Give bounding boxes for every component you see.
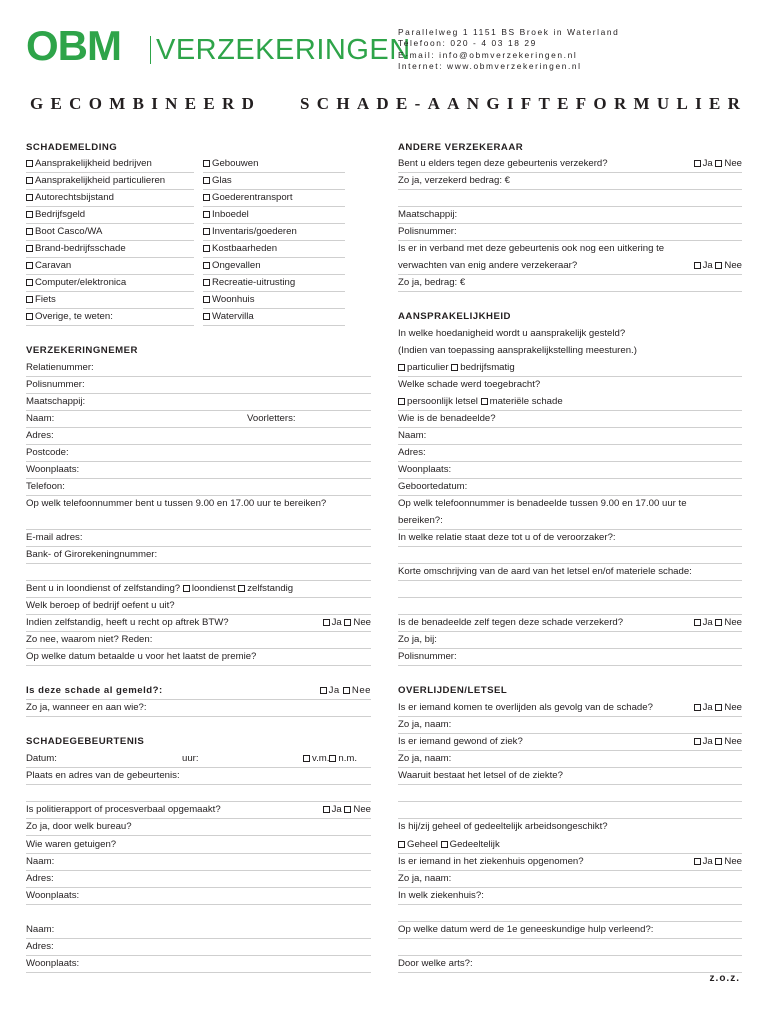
- schademelding-checkbox[interactable]: [26, 160, 33, 167]
- company-address: [398, 27, 619, 72]
- geheel-checkbox[interactable]: [398, 841, 405, 848]
- bureau-label: Zo ja, door welk bureau?: [26, 821, 132, 832]
- bereik-question: Op welk telefoonnummer bent u tussen 9.00 en 17.00 uur te bereiken?: [26, 498, 327, 509]
- loondienst-label: loondienst: [191, 583, 236, 594]
- schademelding-option-label: Autorechtsbijstand: [35, 192, 114, 203]
- andere-heading: ANDERE VERZEKERAAR: [398, 142, 524, 153]
- materiele-label: materiële schade: [489, 396, 563, 407]
- nee-label: Nee: [724, 736, 742, 747]
- postcode-label: Postcode:: [26, 447, 69, 458]
- schademelding-checkbox[interactable]: [203, 160, 210, 167]
- voorletters-label: Voorletters:: [247, 413, 296, 424]
- geboortedatum-label: Geboortedatum:: [398, 481, 468, 492]
- schademelding-option: [26, 189, 194, 207]
- obm-logo: [26, 22, 411, 70]
- schademelding-option-label: Aansprakelijkheid particulieren: [35, 175, 166, 186]
- title-part-2: SCHADE-AANGIFTEFORMULIER: [300, 94, 748, 113]
- polisnummer-field[interactable]: [398, 223, 742, 241]
- tel-question-2: bereiken?:: [398, 515, 443, 526]
- datum-label: Datum:: [26, 753, 57, 764]
- datum-field: [26, 750, 371, 768]
- hoedanigheid-label: In welke hoedanigheid wordt u aansprakelijk gesteld?: [398, 328, 626, 339]
- schademelding-checkbox[interactable]: [203, 211, 210, 218]
- schademelding-option-label: Brand-bedrijfsschade: [35, 243, 126, 254]
- elders-ja-checkbox[interactable]: [694, 160, 701, 167]
- schademelding-checkbox[interactable]: [26, 177, 33, 184]
- schademelding-option-label: Goederentransport: [212, 192, 293, 203]
- zelfstandig-label: zelfstandig: [247, 583, 294, 594]
- schademelding-option: [203, 291, 345, 309]
- bureau-field[interactable]: [26, 818, 371, 836]
- gedeeltelijk-label: Gedeeltelijk: [449, 839, 500, 850]
- benadeelde-polisnummer-field[interactable]: [398, 648, 742, 666]
- polisnummer-label: Polisnummer:: [398, 651, 457, 662]
- maatschappij-label: Maatschappij:: [26, 396, 86, 407]
- verband-question-2: verwachten van enig andere verzekeraar?: [398, 260, 578, 271]
- blank-line[interactable]: [398, 801, 742, 819]
- bedrag-label: Zo ja, verzekerd bedrag: €: [398, 175, 510, 186]
- schademelding-option: [26, 274, 194, 292]
- wanneer-field[interactable]: [26, 699, 371, 717]
- schademelding-option: [203, 155, 345, 173]
- naam-label: Naam:: [26, 413, 55, 424]
- schademelding-option: [26, 291, 194, 309]
- premie-field[interactable]: [26, 648, 371, 666]
- blank-line[interactable]: [398, 597, 742, 615]
- uur-label: uur:: [182, 753, 199, 764]
- schademelding-option: [203, 308, 345, 326]
- benadeelde-field[interactable]: [398, 410, 742, 428]
- schademelding-checkbox[interactable]: [26, 296, 33, 303]
- persoonlijk-label: persoonlijk letsel: [407, 396, 478, 407]
- schademelding-option: [26, 223, 194, 241]
- schademelding-option: [26, 257, 194, 275]
- naam-field[interactable]: [26, 410, 371, 428]
- naam-label: Naam:: [26, 924, 55, 935]
- relatienummer-field[interactable]: [26, 359, 371, 377]
- naam-label: Naam:: [398, 430, 427, 441]
- arts-field[interactable]: [398, 955, 742, 973]
- verzekeringnemer-heading: VERZEKERINGNEMER: [26, 345, 138, 356]
- loondienst-question: Bent u in loondienst of zelfstanding?: [26, 583, 181, 594]
- btw-nee-checkbox[interactable]: [344, 619, 351, 626]
- schademelding-checkbox[interactable]: [203, 228, 210, 235]
- arbeid-options: [398, 836, 742, 854]
- zelf-verzekerd-field: [398, 614, 742, 632]
- phone-line: Telefoon: 020 - 4 03 18 29: [398, 38, 537, 49]
- relatie-field[interactable]: [398, 529, 742, 547]
- overleden-nee-checkbox[interactable]: [715, 704, 722, 711]
- blank-line[interactable]: [26, 784, 371, 802]
- bereik-field[interactable]: [26, 512, 371, 530]
- nm-label: n.m.: [338, 753, 358, 764]
- elders-nee-checkbox[interactable]: [715, 160, 722, 167]
- overlijden-heading: OVERLIJDEN/LETSEL: [398, 685, 508, 696]
- zojanaam-label: Zo ja, naam:: [398, 873, 452, 884]
- welk-ziekenhuis-field[interactable]: [398, 887, 742, 905]
- schademelding-option: [203, 206, 345, 224]
- schademelding-option: [26, 206, 194, 224]
- zojanaam-label: Zo ja, naam:: [398, 753, 452, 764]
- zojanaam3-field[interactable]: [398, 870, 742, 888]
- particulier-label: particulier: [407, 362, 449, 373]
- welke-schade-label: Welke schade werd toegebracht?: [398, 379, 541, 390]
- email-field[interactable]: [26, 529, 371, 547]
- geboortedatum-field[interactable]: [398, 478, 742, 496]
- zoz-note: z.o.z.: [709, 973, 740, 984]
- waaruit-label: Waaruit bestaat het letsel of de ziekte?: [398, 770, 563, 781]
- nee-label: Nee: [724, 856, 742, 867]
- elders-label: Bent u elders tegen deze gebeurtenis verzekerd?: [398, 158, 608, 169]
- schademelding-option: [203, 223, 345, 241]
- getuige-woonplaats-field[interactable]: [26, 887, 371, 905]
- schademelding-option-label: Ongevallen: [212, 260, 261, 271]
- schademelding-option: [203, 240, 345, 258]
- benadeelde-woonplaats-field[interactable]: [398, 461, 742, 479]
- gewond-ja-checkbox[interactable]: [694, 738, 701, 745]
- waaruit-field[interactable]: [398, 767, 742, 785]
- verband-question-1: Is er in verband met deze gebeurtenis ook nog een uitkering te: [398, 243, 665, 254]
- wanneer-label: Zo ja, wanneer en aan wie?:: [26, 702, 147, 713]
- ja-label: Ja: [702, 158, 713, 169]
- schademelding-option-label: Computer/elektronica: [35, 277, 127, 288]
- ja-label: Ja: [702, 736, 713, 747]
- schademelding-option: [26, 172, 194, 190]
- schademelding-option: [203, 274, 345, 292]
- blank-line[interactable]: [398, 938, 742, 956]
- zonee-field[interactable]: [26, 631, 371, 649]
- relatienummer-label: Relatienummer:: [26, 362, 94, 373]
- ja-label: Ja: [331, 804, 342, 815]
- overleden-ja-checkbox[interactable]: [694, 704, 701, 711]
- schademelding-checkbox[interactable]: [26, 194, 33, 201]
- plaats-label: Plaats en adres van de gebeurtenis:: [26, 770, 180, 781]
- adres-label: Adres:: [398, 447, 426, 458]
- woonplaats-field[interactable]: [26, 461, 371, 479]
- schadegebeurtenis-heading: SCHADEGEBEURTENIS: [26, 736, 145, 747]
- bank-field[interactable]: [26, 546, 371, 564]
- blank-line[interactable]: [398, 189, 742, 207]
- form-title: [30, 94, 748, 114]
- beroep-field[interactable]: [26, 597, 371, 615]
- schademelding-option-label: Glas: [212, 175, 232, 186]
- datum-hulp-field[interactable]: [398, 921, 742, 939]
- schademelding-checkbox[interactable]: [203, 279, 210, 286]
- schademelding-option-label: Inboedel: [212, 209, 249, 220]
- welk-ziekenhuis-label: In welk ziekenhuis?:: [398, 890, 484, 901]
- ziekenhuis-field: [398, 853, 742, 871]
- hoedanigheid-options: [398, 359, 742, 377]
- maatschappij-field[interactable]: [26, 393, 371, 411]
- adres-label: Adres:: [26, 873, 54, 884]
- nee-label: Nee: [724, 260, 742, 271]
- logo-verzekeringen-text: VERZEKERINGEN: [156, 34, 411, 66]
- schademelding-option-label: Woonhuis: [212, 294, 255, 305]
- verband-ja-checkbox[interactable]: [694, 262, 701, 269]
- schademelding-checkbox[interactable]: [203, 262, 210, 269]
- schademelding-checkbox[interactable]: [203, 177, 210, 184]
- gewond-label: Is er iemand gewond of ziek?: [398, 736, 523, 747]
- toepassing-label: (Indien van toepassing aansprakelijkstelling meesturen.): [398, 345, 637, 356]
- gemeld-label: Is deze schade al gemeld?:: [26, 685, 163, 696]
- zelfstandig-checkbox[interactable]: [238, 585, 245, 592]
- getuigen-field[interactable]: [26, 836, 371, 854]
- adres-field[interactable]: [26, 427, 371, 445]
- schademelding-checkbox[interactable]: [203, 313, 210, 320]
- bedrag2-label: Zo ja, bedrag: €: [398, 277, 466, 288]
- getuige-naam-field[interactable]: [26, 853, 371, 871]
- schademelding-option: [26, 308, 194, 326]
- arts-label: Door welke arts?:: [398, 958, 473, 969]
- woonplaats-label: Woonplaats:: [26, 958, 80, 969]
- getuige2-naam-field[interactable]: [26, 921, 371, 939]
- schademelding-option: [203, 189, 345, 207]
- gemeld-field: [26, 682, 371, 700]
- bedrijfsmatig-label: bedrijfsmatig: [460, 362, 515, 373]
- woonplaats-label: Woonplaats:: [398, 464, 452, 475]
- overleden-label: Is er iemand komen te overlijden als gevolg van de schade?: [398, 702, 653, 713]
- schademelding-checkbox[interactable]: [203, 296, 210, 303]
- materiele-checkbox[interactable]: [481, 398, 488, 405]
- bij-label: Zo ja, bij:: [398, 634, 437, 645]
- geheel-label: Geheel: [407, 839, 438, 850]
- ziekenhuis-nee-checkbox[interactable]: [715, 858, 722, 865]
- naam-label: Naam:: [26, 856, 55, 867]
- zelf-ja-checkbox[interactable]: [694, 619, 701, 626]
- blank-line[interactable]: [398, 904, 742, 922]
- politie-ja-checkbox[interactable]: [323, 806, 330, 813]
- elders-field: [398, 155, 742, 173]
- korte-label: Korte omschrijving van de aard van het letsel en/of materiele schade:: [398, 566, 692, 577]
- politie-label: Is politierapport of procesverbaal opgemaakt?: [26, 804, 221, 815]
- particulier-checkbox[interactable]: [398, 364, 405, 371]
- loondienst-checkbox[interactable]: [183, 585, 190, 592]
- schademelding-checkbox[interactable]: [26, 211, 33, 218]
- beroep-label: Welk beroep of bedrijf oefent u uit?: [26, 600, 175, 611]
- zelf-verzekerd-label: Is de benadeelde zelf tegen deze schade verzekerd?: [398, 617, 624, 628]
- bank-label: Bank- of Girorekeningnummer:: [26, 549, 158, 560]
- blank-line[interactable]: [398, 580, 742, 598]
- nee-label: Nee: [724, 158, 742, 169]
- premie-label: Op welke datum betaalde u voor het laatst de premie?: [26, 651, 257, 662]
- woonplaats-label: Woonplaats:: [26, 464, 80, 475]
- woonplaats-label: Woonplaats:: [26, 890, 80, 901]
- postcode-field[interactable]: [26, 444, 371, 462]
- ja-label: Ja: [702, 856, 713, 867]
- schademelding-heading: SCHADEMELDING: [26, 142, 118, 153]
- ziekenhuis-label: Is er iemand in het ziekenhuis opgenomen?: [398, 856, 584, 867]
- ja-label: Ja: [702, 702, 713, 713]
- schademelding-checkbox[interactable]: [26, 228, 33, 235]
- bedrag2-field[interactable]: [398, 274, 742, 292]
- aansprakelijkheid-heading: AANSPRAKELIJKHEID: [398, 311, 511, 322]
- maatschappij-field[interactable]: [398, 206, 742, 224]
- overleden-field: [398, 699, 742, 717]
- maatschappij-label: Maatschappij:: [398, 209, 458, 220]
- benadeelde-label: Wie is de benadeelde?: [398, 413, 496, 424]
- verband-nee-checkbox[interactable]: [715, 262, 722, 269]
- plaats-field[interactable]: [26, 767, 371, 785]
- schademelding-option-label: Caravan: [35, 260, 72, 271]
- schademelding-checkbox[interactable]: [26, 279, 33, 286]
- email-label: E-mail adres:: [26, 532, 83, 543]
- korte-field[interactable]: [398, 563, 742, 581]
- telefoon-label: Telefoon:: [26, 481, 65, 492]
- schademelding-option: [203, 257, 345, 275]
- nee-label: Nee: [724, 617, 742, 628]
- schademelding-option-label: Overige, te weten:: [35, 311, 113, 322]
- persoonlijk-checkbox[interactable]: [398, 398, 405, 405]
- schademelding-option: [203, 172, 345, 190]
- schademelding-checkbox[interactable]: [203, 194, 210, 201]
- verband-field: [398, 257, 742, 275]
- address-line: Parallelweg 1 1151 BS Broek in Waterland: [398, 27, 620, 37]
- vm-checkbox[interactable]: [303, 755, 310, 762]
- vm-label: v.m.: [312, 753, 330, 764]
- blank-line[interactable]: [398, 546, 742, 564]
- logo-obm-text: OBM: [26, 22, 121, 69]
- adres-label: Adres:: [26, 430, 54, 441]
- gewond-field: [398, 733, 742, 751]
- btw-field: [26, 614, 371, 632]
- gedeeltelijk-checkbox[interactable]: [441, 841, 448, 848]
- nee-label: Nee: [353, 804, 371, 815]
- blank-line[interactable]: [398, 784, 742, 802]
- polisnummer-label: Polisnummer:: [398, 226, 457, 237]
- bedrijfsmatig-checkbox[interactable]: [451, 364, 458, 371]
- btw-label: Indien zelfstandig, heeft u recht op aftrek BTW?: [26, 617, 229, 628]
- getuigen-label: Wie waren getuigen?: [26, 839, 117, 850]
- gemeld-nee-checkbox[interactable]: [343, 687, 350, 694]
- schademelding-option-label: Boot Casco/WA: [35, 226, 103, 237]
- ja-label: Ja: [702, 617, 713, 628]
- schademelding-option-label: Fiets: [35, 294, 56, 305]
- schademelding-option: [26, 155, 194, 173]
- zelf-nee-checkbox[interactable]: [715, 619, 722, 626]
- schademelding-option-label: Watervilla: [212, 311, 254, 322]
- schademelding-checkbox[interactable]: [26, 245, 33, 252]
- blank-line[interactable]: [26, 563, 371, 581]
- polisnummer-label: Polisnummer:: [26, 379, 85, 390]
- gewond-nee-checkbox[interactable]: [715, 738, 722, 745]
- benadeelde-adres-field[interactable]: [398, 444, 742, 462]
- schademelding-option: [26, 240, 194, 258]
- schademelding-option-label: Bedrijfsgeld: [35, 209, 86, 220]
- schade-options: [398, 393, 742, 411]
- ziekenhuis-ja-checkbox[interactable]: [694, 858, 701, 865]
- telefoon-field[interactable]: [26, 478, 371, 496]
- nm-checkbox[interactable]: [329, 755, 336, 762]
- schademelding-checkbox[interactable]: [26, 262, 33, 269]
- schademelding-checkbox[interactable]: [26, 313, 33, 320]
- adres-label: Adres:: [26, 941, 54, 952]
- arbeid-label: Is hij/zij geheel of gedeeltelijk arbeidsongeschikt?: [398, 821, 608, 832]
- schademelding-option-label: Inventaris/goederen: [212, 226, 297, 237]
- bij-field[interactable]: [398, 631, 742, 649]
- schademelding-option-label: Kostbaarheden: [212, 243, 278, 254]
- nee-label: Nee: [353, 617, 371, 628]
- gemeld-ja-checkbox[interactable]: [320, 687, 327, 694]
- getuige-adres-field[interactable]: [26, 870, 371, 888]
- schademelding-option-label: Recreatie-uitrusting: [212, 277, 296, 288]
- zojanaam2-field[interactable]: [398, 750, 742, 768]
- ja-label: Ja: [331, 617, 342, 628]
- zojanaam1-field[interactable]: [398, 716, 742, 734]
- getuige2-woonplaats-field[interactable]: [26, 955, 371, 973]
- politie-field: [26, 801, 371, 819]
- zonee-label: Zo nee, waarom niet? Reden:: [26, 634, 153, 645]
- tel-question-1: Op welk telefoonnummer is benadeelde tussen 9.00 en 17.00 uur te: [398, 498, 687, 509]
- loondienst-field: [26, 580, 371, 598]
- polisnummer-field[interactable]: [26, 376, 371, 394]
- zojanaam-label: Zo ja, naam:: [398, 719, 452, 730]
- nee-label: Nee: [351, 685, 371, 696]
- schademelding-option-label: Aansprakelijkheid bedrijven: [35, 158, 152, 169]
- tel-field[interactable]: [398, 512, 742, 530]
- benadeelde-naam-field[interactable]: [398, 427, 742, 445]
- getuige2-adres-field[interactable]: [26, 938, 371, 956]
- datum-hulp-label: Op welke datum werd de 1e geneeskundige hulp verleend?:: [398, 924, 654, 935]
- relatie-label: In welke relatie staat deze tot u of de veroorzaker?:: [398, 532, 616, 543]
- ja-label: Ja: [702, 260, 713, 271]
- btw-ja-checkbox[interactable]: [323, 619, 330, 626]
- schademelding-checkbox[interactable]: [203, 245, 210, 252]
- bedrag-field[interactable]: [398, 172, 742, 190]
- schademelding-option-label: Gebouwen: [212, 158, 259, 169]
- politie-nee-checkbox[interactable]: [344, 806, 351, 813]
- nee-label: Nee: [724, 702, 742, 713]
- ja-label: Ja: [328, 685, 340, 696]
- email-line: E-mail: info@obmverzekeringen.nl: [398, 49, 578, 60]
- title-part-1: GECOMBINEERD: [30, 94, 262, 113]
- website-line: Internet: www.obmverzekeringen.nl: [398, 60, 582, 71]
